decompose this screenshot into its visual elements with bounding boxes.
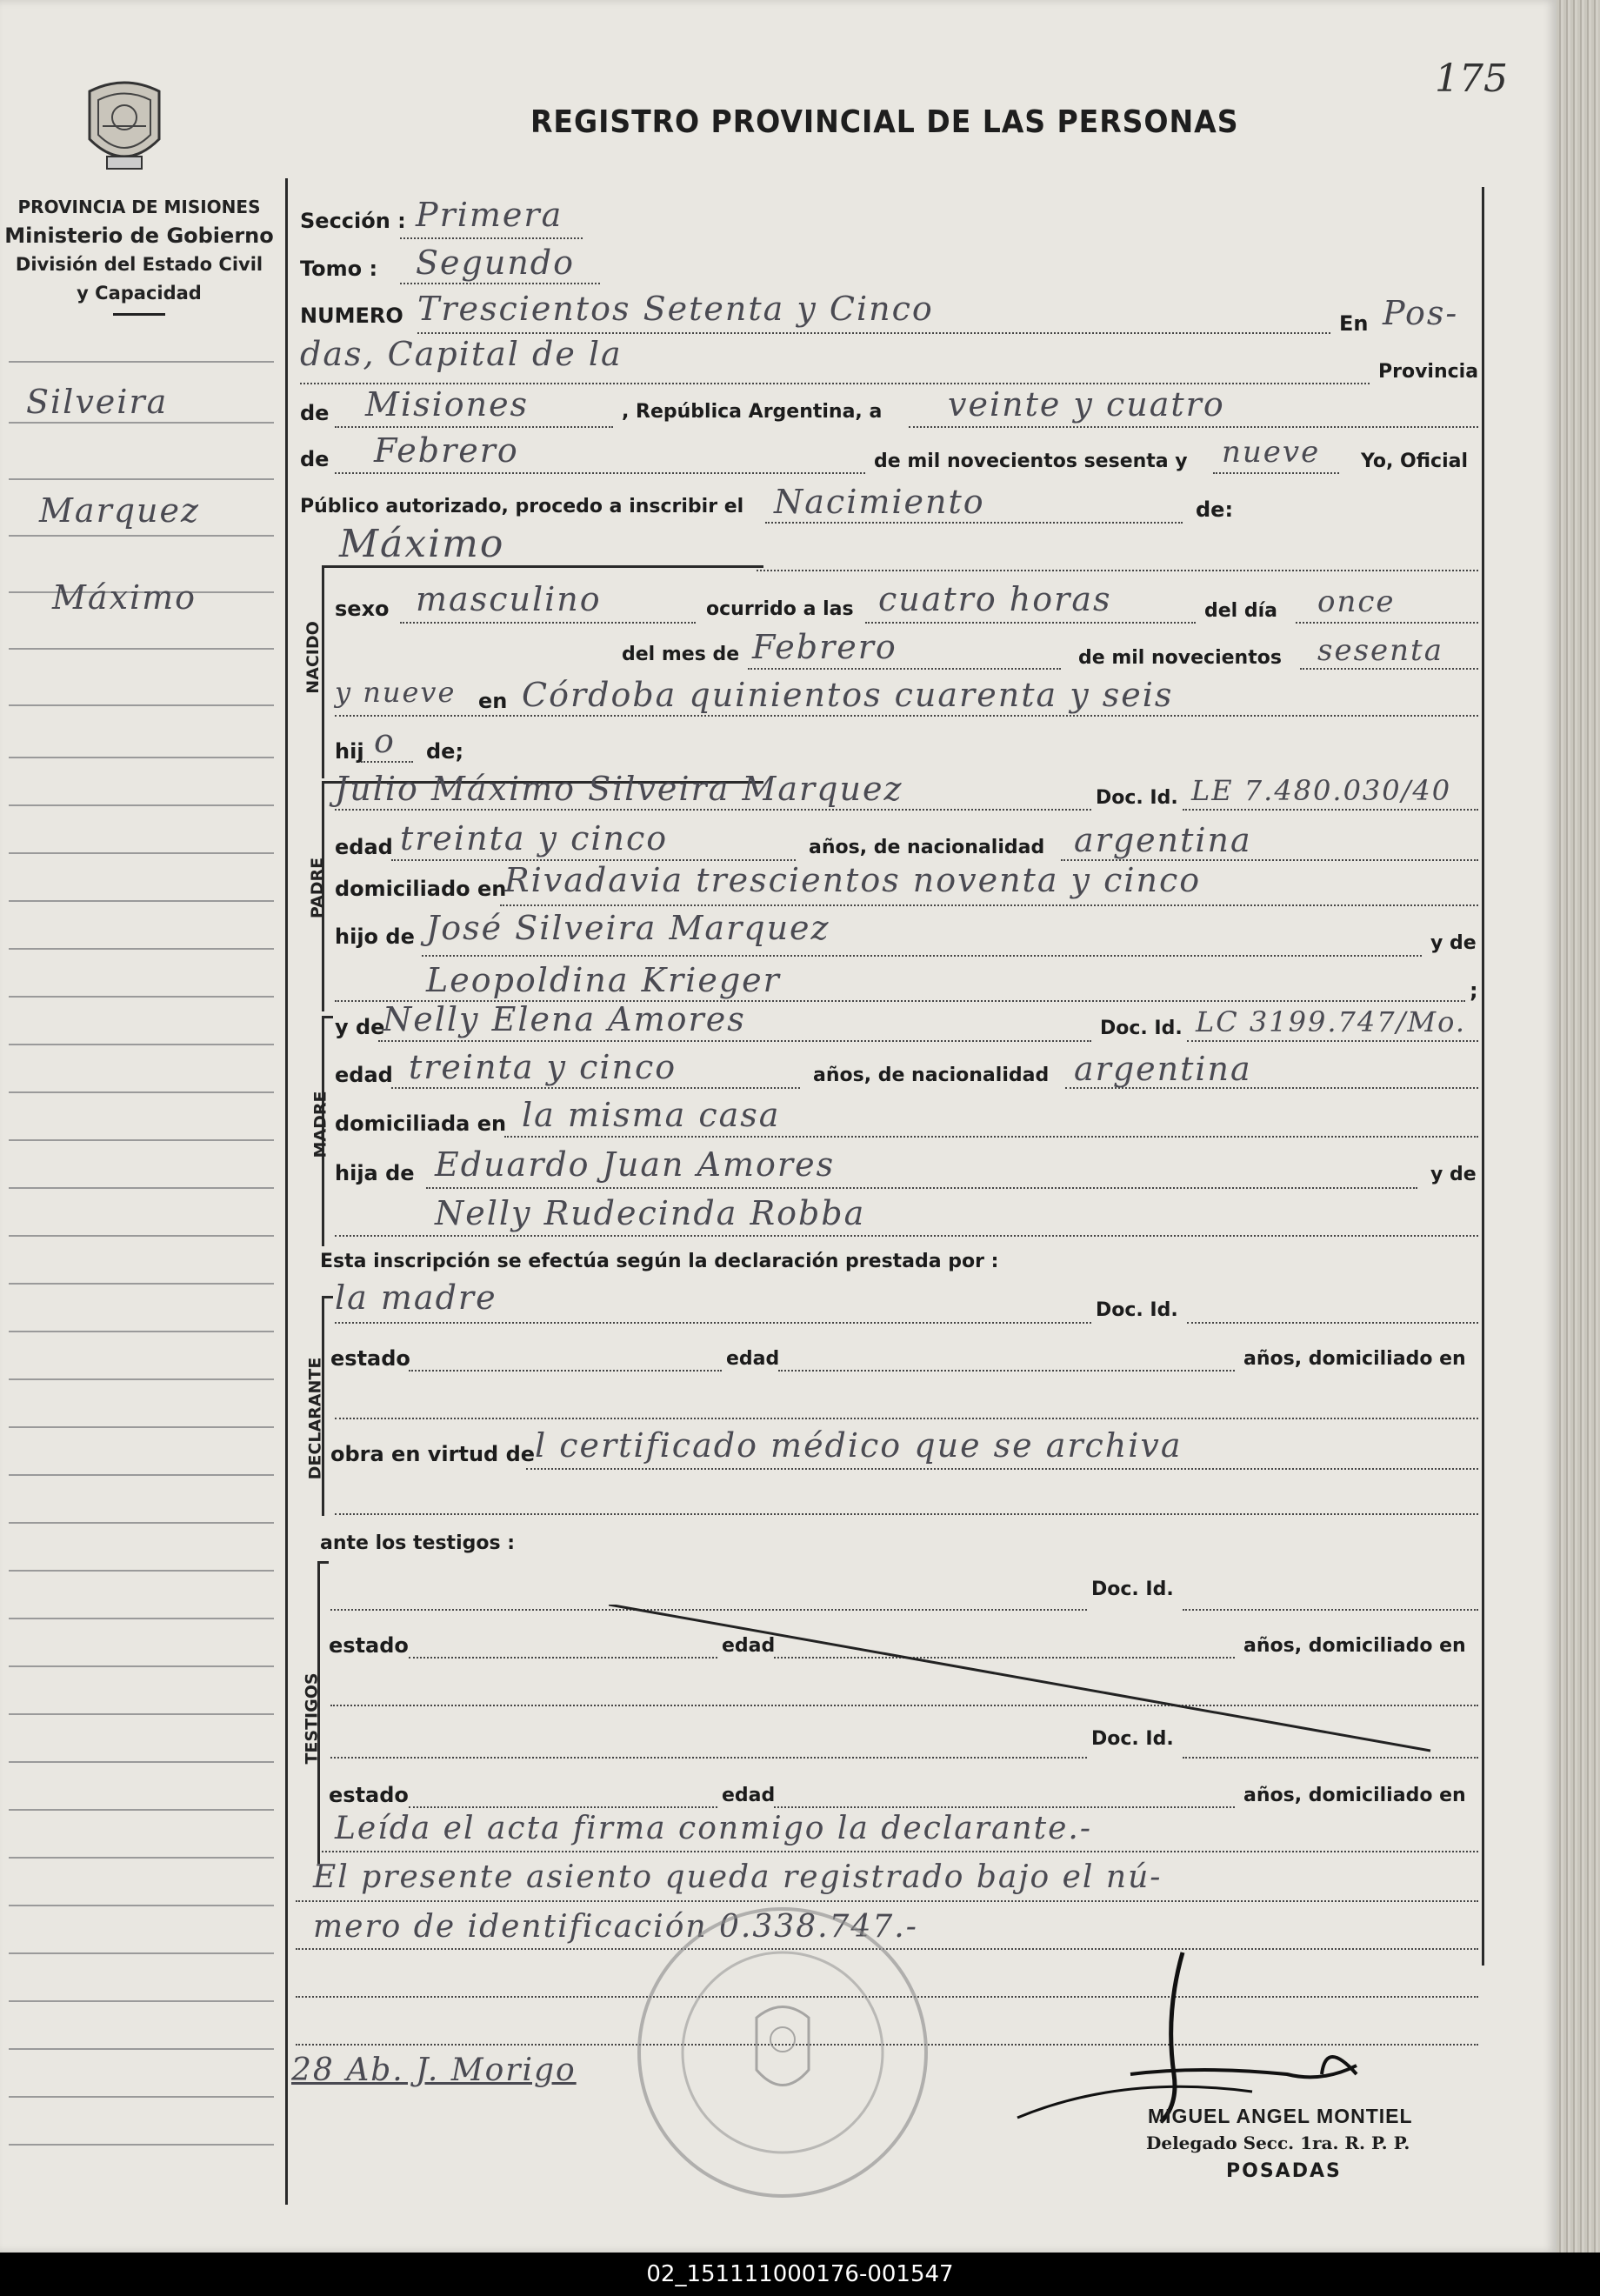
value-padre-hijo-de-a: José Silveira Marquez <box>426 909 830 947</box>
label-testigo1-doc: Doc. Id. <box>1091 1578 1174 1600</box>
label-testigo2-estado: estado <box>329 1783 409 1807</box>
value-lugar-nac: Córdoba quinientos cuarenta y seis <box>522 676 1174 714</box>
label-declarante-estado: estado <box>330 1346 410 1371</box>
label-testigo1-anios: años, domiciliado en <box>1243 1635 1466 1657</box>
label-del-dia: del día <box>1204 600 1278 622</box>
header-ministry: Ministerio de Gobierno <box>4 224 274 248</box>
label-testigo1-estado: estado <box>329 1633 409 1658</box>
value-padre-nac: argentina <box>1074 821 1252 859</box>
note-line-1: Leída el acta firma conmigo la declarante.- <box>335 1811 1093 1846</box>
section-label-nacido: NACIDO <box>303 621 323 694</box>
testigos-strike-line <box>609 1605 1443 1757</box>
value-obra: l certificado médico que se archiva <box>535 1426 1183 1465</box>
label-testigos: ante los testigos : <box>320 1532 516 1554</box>
margin-signature-note: 28 Ab. J. Morigo <box>291 2052 577 2088</box>
value-anio-nac-a: sesenta <box>1317 633 1443 668</box>
official-round-stamp <box>626 1896 939 2209</box>
label-numero: NUMERO <box>300 304 403 328</box>
value-madre-doc: LC 3199.747/Mo. <box>1196 1005 1467 1038</box>
value-place-line: das, Capital de la <box>300 335 623 373</box>
label-ocurrido: ocurrido a las <box>706 598 854 620</box>
margin-divider <box>285 178 288 2205</box>
label-en-nac: en <box>478 689 508 713</box>
label-hij: hij <box>335 739 364 764</box>
value-padre-edad: treinta y cinco <box>400 819 669 858</box>
value-madre-nac: argentina <box>1074 1050 1252 1088</box>
value-declarante: la madre <box>335 1278 497 1317</box>
section-label-testigos: TESTIGOS <box>302 1672 322 1765</box>
label-de-2: de <box>300 447 330 471</box>
label-de-colon: de: <box>1196 497 1234 522</box>
value-nombre: Máximo <box>339 522 505 566</box>
label-declarante-anios: años, domiciliado en <box>1243 1348 1466 1370</box>
value-madre-edad: treinta y cinco <box>409 1048 677 1086</box>
section-label-padre: PADRE <box>308 857 328 919</box>
label-republica: , República Argentina, a <box>622 401 883 423</box>
label-de-mil-nov: de mil novecientos <box>1078 647 1282 669</box>
header-province: PROVINCIA DE MISIONES <box>17 197 261 217</box>
label-y-de: y de <box>335 1015 385 1039</box>
right-border <box>1482 187 1484 1966</box>
note-line-3: mero de identificación 0.338.747.- <box>313 1909 918 1945</box>
value-anio-nac-b: y nueve <box>335 676 457 709</box>
value-fecha-dia: veinte y cuatro <box>948 385 1225 424</box>
value-provincia: Misiones <box>365 385 530 424</box>
label-de-1: de <box>300 401 330 425</box>
label-hijo-de: hijo de <box>335 924 415 949</box>
label-de-semicolon: de; <box>426 739 464 764</box>
header-capacidad: y Capacidad <box>77 283 202 304</box>
margin-surname-2: Marquez <box>39 491 201 530</box>
value-tomo: Segundo <box>416 244 575 282</box>
coat-of-arms-seal <box>77 74 172 178</box>
value-acto: Nacimiento <box>774 483 985 521</box>
label-madre-y-de: y de <box>1430 1164 1477 1185</box>
section-label-declarante: DECLARANTE <box>305 1357 325 1480</box>
label-tomo: Tomo : <box>300 257 378 281</box>
label-hija-de: hija de <box>335 1161 415 1185</box>
note-line-2: El presente asiento queda registrado bajo el nú- <box>313 1859 1163 1895</box>
label-madre-dom: domiciliada en <box>335 1111 507 1136</box>
official-name: MIGUEL ANGEL MONTIEL <box>1148 2105 1413 2127</box>
value-sexo: masculino <box>416 580 602 618</box>
section-label-madre: MADRE <box>310 1091 330 1158</box>
label-padre-y-de: y de <box>1430 932 1477 954</box>
label-madre-edad: edad <box>335 1063 393 1087</box>
book-page-edges <box>1557 0 1600 2253</box>
label-declarante-doc: Doc. Id. <box>1096 1299 1178 1321</box>
value-fecha-mes: Febrero <box>374 431 519 470</box>
label-en: En <box>1339 311 1369 336</box>
label-seccion: Sección : <box>300 209 406 233</box>
image-id-label: 02_151111000176-001547 <box>646 2261 954 2287</box>
label-testigo2-edad: edad <box>722 1785 776 1806</box>
label-madre-doc: Doc. Id. <box>1100 1018 1183 1039</box>
value-mes: Febrero <box>752 628 897 666</box>
label-de-mil: de mil novecientos sesenta y <box>874 451 1188 472</box>
margin-given-name: Máximo <box>52 578 197 617</box>
official-city: POSADAS <box>1226 2160 1342 2182</box>
label-del-mes: del mes de <box>622 644 740 665</box>
label-sexo: sexo <box>335 597 390 621</box>
label-testigo2-doc: Doc. Id. <box>1091 1728 1174 1750</box>
margin-surname-1: Silveira <box>26 383 169 421</box>
issuer-header <box>0 193 278 316</box>
image-id-bar <box>0 2253 1600 2296</box>
value-madre-hija-de-b: Nelly Rudecinda Robba <box>435 1194 866 1232</box>
value-dia: once <box>1317 584 1396 619</box>
label-testigo2-anios: años, domiciliado en <box>1243 1785 1466 1806</box>
header-division: División del Estado Civil <box>15 254 263 275</box>
value-padre-doc: LE 7.480.030/40 <box>1191 774 1452 807</box>
label-publico: Público autorizado, procedo a inscribir el <box>300 496 744 517</box>
label-padre-nac: años, de nacionalidad <box>809 837 1045 858</box>
value-hij-suffix: o <box>374 722 396 760</box>
label-inscripcion: Esta inscripción se efectúa según la declaración prestada por : <box>320 1251 999 1272</box>
value-anio: nueve <box>1222 435 1321 470</box>
value-hora: cuatro horas <box>878 580 1112 618</box>
value-seccion: Primera <box>416 196 563 234</box>
official-role: Delegado Secc. 1ra. R. P. P. <box>1146 2132 1410 2153</box>
label-obra: obra en virtud de <box>330 1442 536 1466</box>
label-provincia: Provincia <box>1378 361 1479 383</box>
label-padre-semicolon: ; <box>1470 978 1478 1003</box>
label-declarante-edad: edad <box>726 1348 780 1370</box>
value-madre-dom: la misma casa <box>522 1096 781 1134</box>
folio-number: 175 <box>1435 57 1508 101</box>
value-padre-nombre: Julio Máximo Silveira Marquez <box>335 770 903 808</box>
value-padre-hijo-de-b: Leopoldina Krieger <box>426 961 781 999</box>
value-madre-hija-de-a: Eduardo Juan Amores <box>435 1145 836 1184</box>
label-testigo1-edad: edad <box>722 1635 776 1657</box>
value-numero: Trescientos Setenta y Cinco <box>417 290 934 328</box>
label-madre-nac: años, de nacionalidad <box>813 1065 1050 1086</box>
label-yo-oficial: Yo, Oficial <box>1361 451 1469 472</box>
label-padre-edad: edad <box>335 835 393 859</box>
value-madre-nombre: Nelly Elena Amores <box>383 1000 746 1038</box>
value-en-place: Pos- <box>1383 294 1459 332</box>
label-padre-dom: domiciliado en <box>335 877 507 901</box>
value-padre-dom: Rivadavia trescientos noventa y cinco <box>504 861 1202 899</box>
page-title: REGISTRO PROVINCIAL DE LAS PERSONAS <box>530 104 1239 140</box>
label-padre-doc: Doc. Id. <box>1096 787 1178 809</box>
